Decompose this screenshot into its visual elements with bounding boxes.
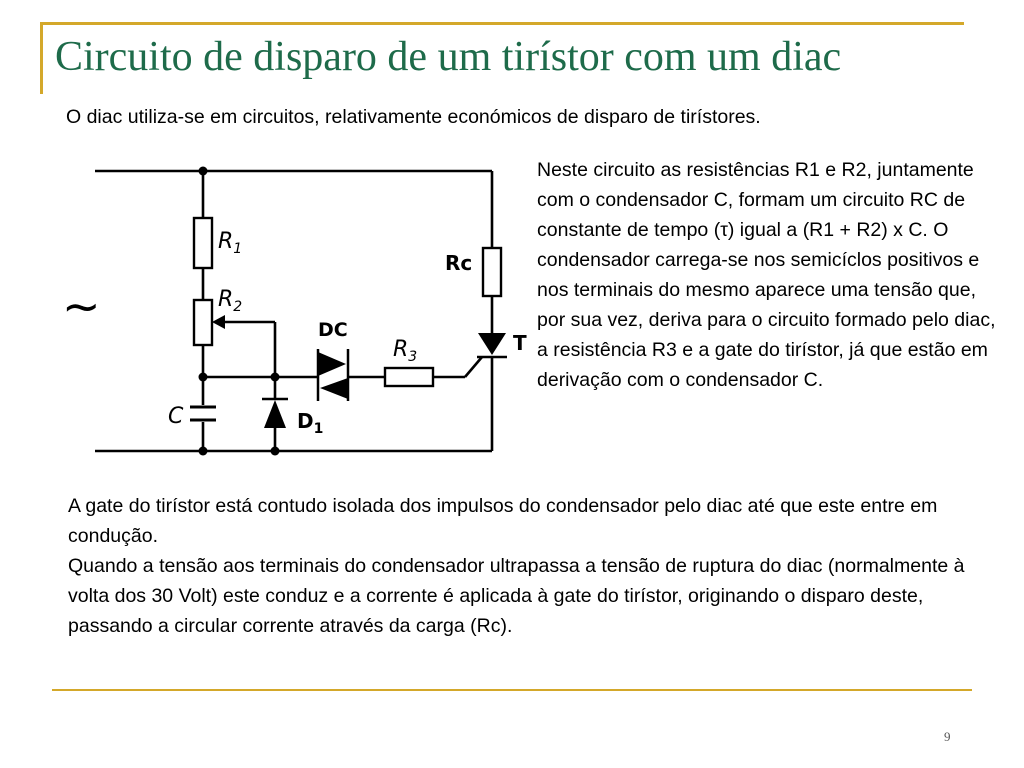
bottom-paragraph-1: A gate do tirístor está contudo isolada dos impulsos do condensador pelo diac até que este entre em condução. [68, 495, 938, 547]
ac-source-symbol: ~ [62, 279, 101, 333]
d1-label: D [297, 409, 314, 433]
slide-subtitle: O diac utiliza-se em circuitos, relativamente económicos de disparo de tirístores. [66, 106, 761, 128]
r2-label-sub: 2 [233, 299, 243, 315]
explanation-paragraph: Neste circuito as resistências R1 e R2, juntamente com o condensador C, formam um circuito RC de constante de tempo (τ) igual a (R1 + R2) x C. O condensador carrega-se nos semicíclos positivos e nos terminais do mesmo aparece uma tensão que, por sua vez, deriva para o circuito formado pelo diac, a resistência R3 e a gate do tirístor, já que estão em derivação com o condensador C. [537, 159, 996, 391]
svg-text:R2 [218, 287, 242, 315]
svg-text:R3 [393, 337, 417, 365]
d1-diode [262, 399, 288, 428]
r3-label-sub: 3 [408, 349, 418, 365]
bottom-paragraph-2: Quando a tensão aos terminais do condensador ultrapassa a tensão de ruptura do diac (normalmente à volta dos 30 Volt) este conduz e a corrente é aplicada à gate do tirístor, originando o disparo deste, passando a circular corrente através da carga (Rc). [68, 555, 965, 637]
d1-label-sub: 1 [313, 421, 324, 437]
thyristor-label: T [513, 331, 527, 355]
r1-resistor [194, 218, 212, 268]
svg-text:D1 [297, 409, 323, 437]
rc-resistor [483, 248, 501, 296]
svg-text:R1 [218, 229, 242, 257]
slide-title: Circuito de disparo de um tiríst​or com um diac [55, 34, 842, 80]
bottom-text-block [68, 491, 983, 641]
circuit-diagram [60, 155, 530, 475]
diac-symbol [318, 349, 348, 401]
thyristor-symbol [477, 333, 507, 357]
r2-label: R [218, 287, 234, 312]
diac-label: DC [318, 319, 348, 341]
r3-label: R [393, 337, 409, 362]
r1-label-sub: 1 [233, 241, 243, 257]
r2-wiper-arrow [212, 315, 225, 329]
r2-resistor [194, 300, 212, 345]
r1-label: R [218, 229, 234, 254]
capacitor-label: C [168, 404, 184, 429]
accent-vertical-line [40, 22, 43, 94]
page-number: 9 [944, 729, 951, 744]
r3-resistor [385, 368, 433, 386]
accent-bottom-line [52, 689, 972, 691]
rc-label: Rc [445, 251, 473, 275]
accent-top-line [40, 22, 964, 25]
